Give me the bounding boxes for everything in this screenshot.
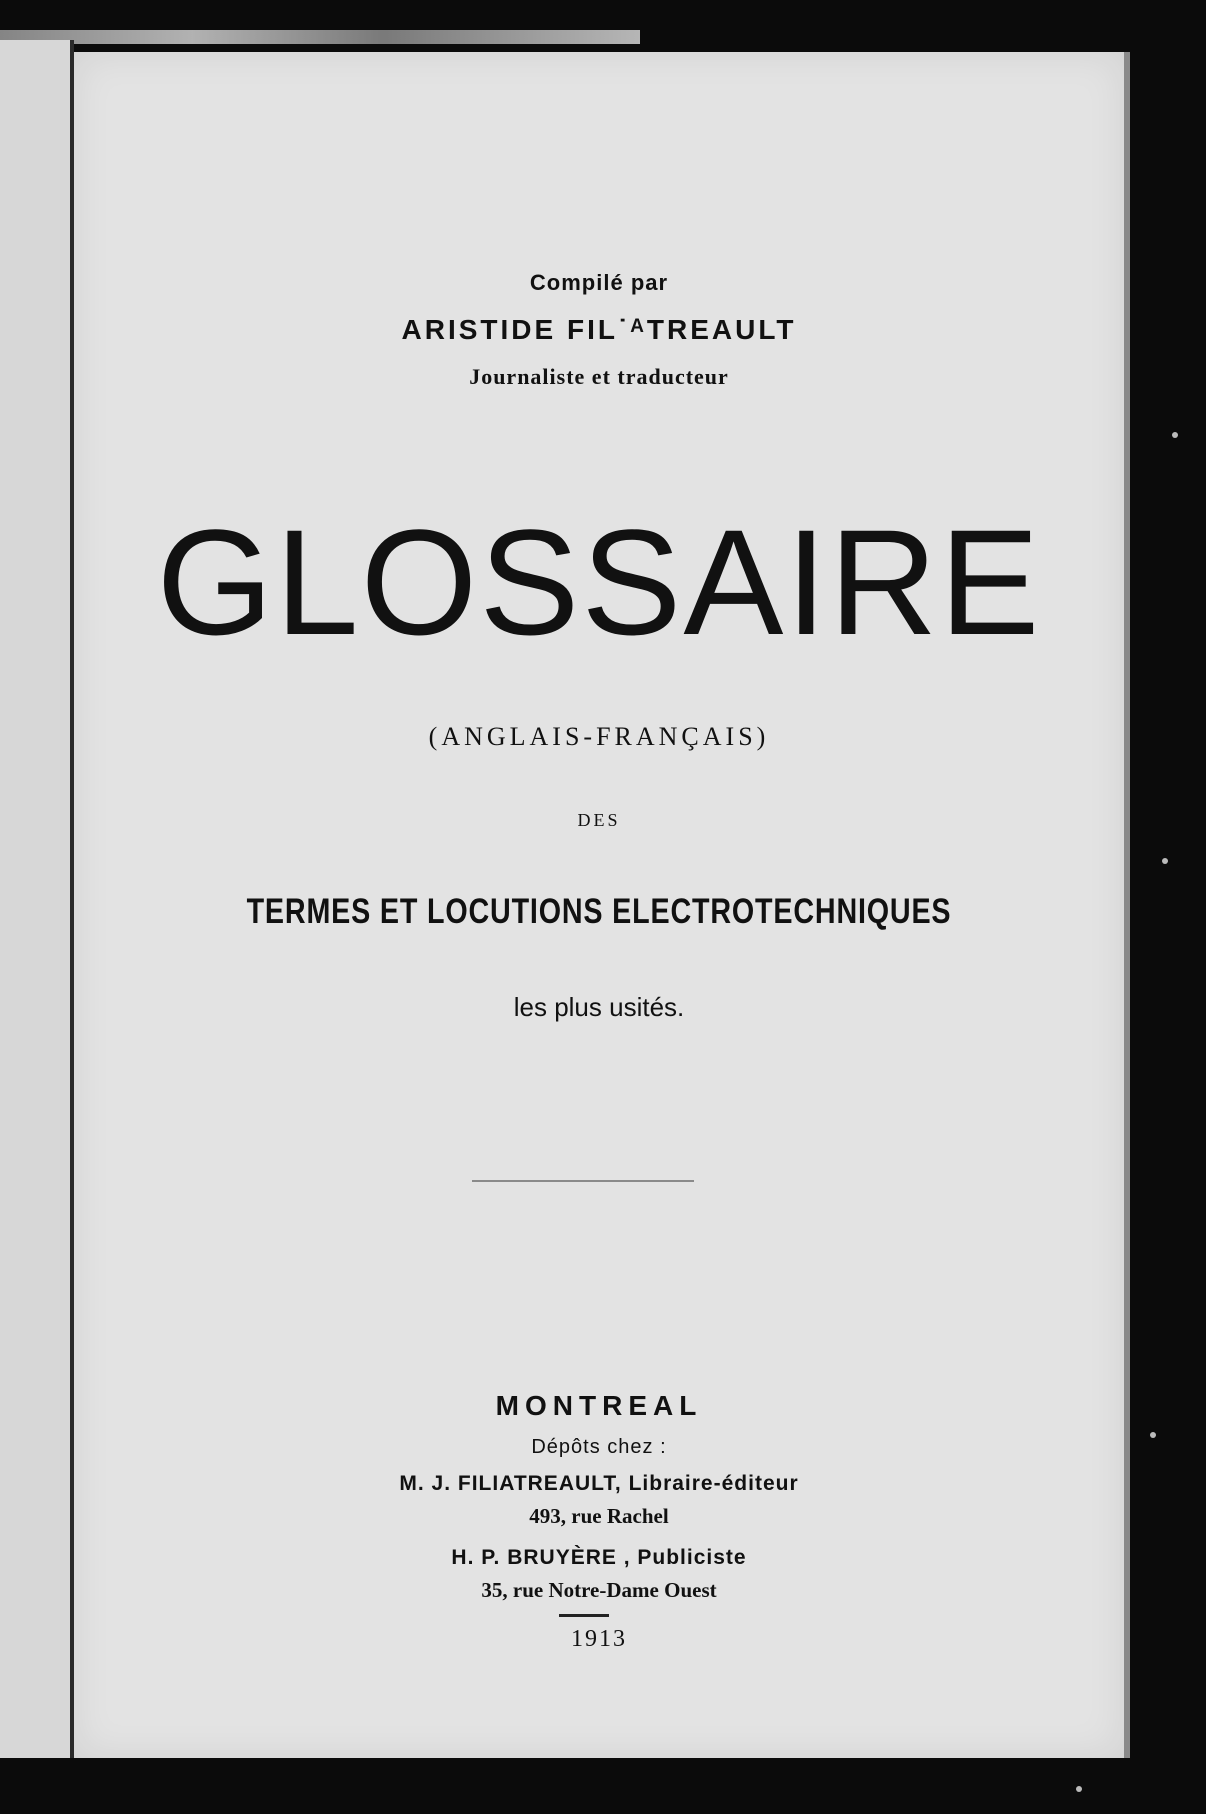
- year-rule: [559, 1614, 609, 1617]
- publisher-2: H. P. BRUYÈRE , Publiciste: [451, 1546, 747, 1569]
- book-title: GLOSSAIRE: [156, 498, 1042, 666]
- book-subtitle: (ANGLAIS-FRANÇAIS): [428, 722, 770, 751]
- divider-rule: [472, 1180, 694, 1182]
- scan-speck: [1076, 1786, 1082, 1792]
- scan-speck: [1150, 1432, 1156, 1438]
- title-page: [74, 52, 1124, 1758]
- scan-speck: [1162, 858, 1168, 864]
- publication-city: MONTREAL: [495, 1390, 703, 1421]
- adjacent-page-strip: [0, 30, 640, 44]
- page-edge: [1124, 52, 1130, 1758]
- depots-label: Dépôts chez :: [531, 1436, 667, 1458]
- book-topic: TERMES ET LOCUTIONS ELECTROTECHNIQUES: [246, 892, 952, 931]
- adjacent-page: [0, 40, 72, 1758]
- publisher-1-address: 493, rue Rachel: [529, 1504, 669, 1528]
- author-name: ARISTIDE FIL˙ᴬTREAULT: [401, 314, 797, 345]
- connector-des: DES: [577, 810, 621, 830]
- publisher-1: M. J. FILIATREAULT, Libraire-éditeur: [399, 1472, 799, 1495]
- publication-year: 1913: [571, 1626, 627, 1652]
- scan-speck: [1172, 432, 1178, 438]
- compiled-by: Compilé par: [529, 270, 669, 295]
- publisher-2-address: 35, rue Notre-Dame Ouest: [481, 1578, 717, 1602]
- author-profession: Journaliste et traducteur: [469, 364, 729, 389]
- book-topic-qualifier: les plus usités.: [513, 992, 685, 1022]
